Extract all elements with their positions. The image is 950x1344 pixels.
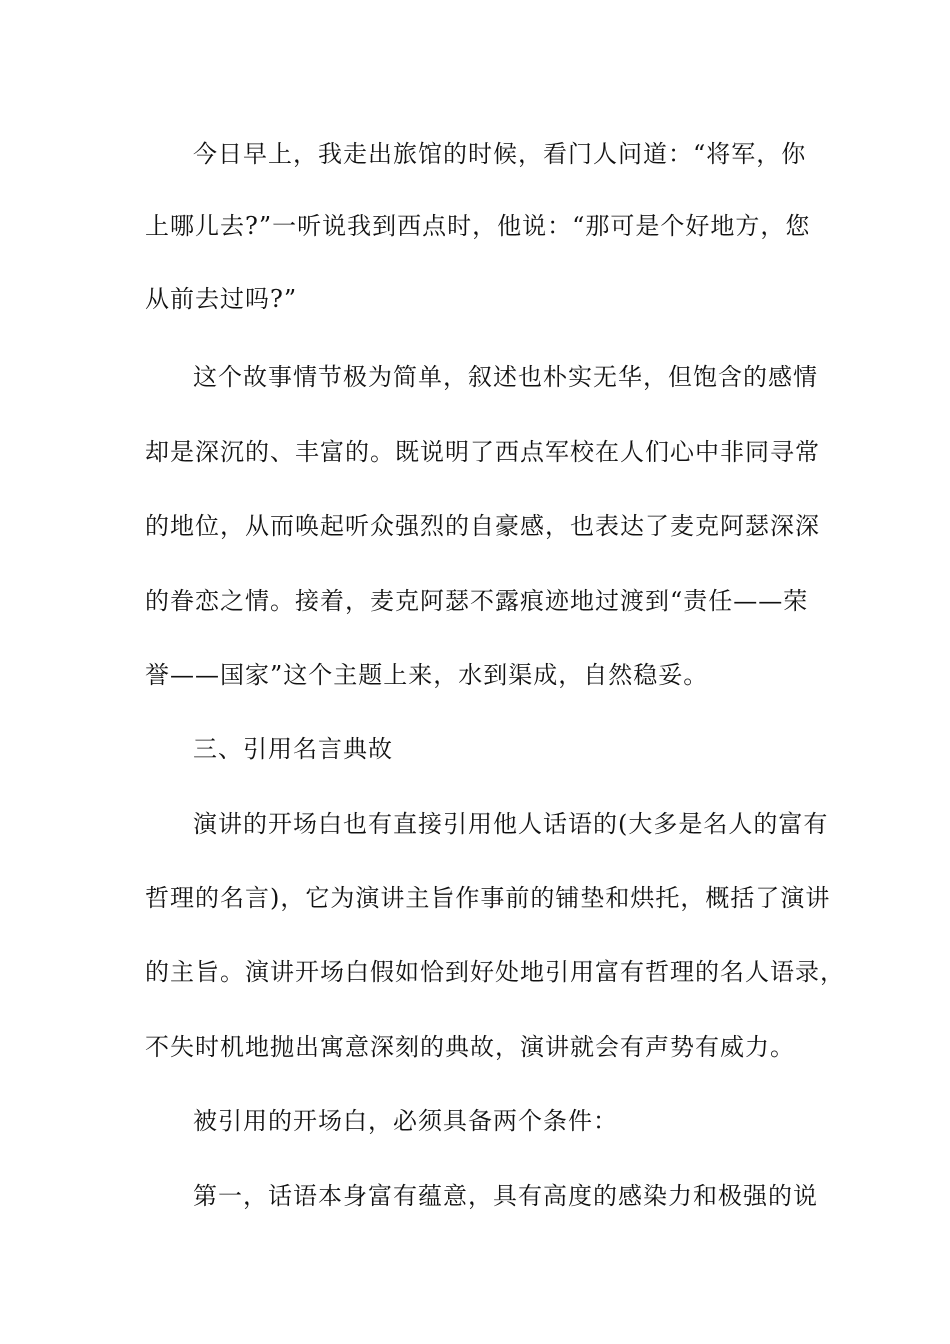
paragraph-line: 第一，话语本身富有蕴意，具有高度的感染力和极强的说 xyxy=(193,1182,818,1210)
paragraph-line: 这个故事情节极为简单，叙述也朴实无华，但饱含的感情 xyxy=(193,363,818,391)
section-heading: 三、引用名言典故 xyxy=(193,735,393,763)
paragraph-line: 却是深沉的、丰富的。既说明了西点军校在人们心中非同寻常 xyxy=(145,438,820,466)
paragraph-line: 演讲的开场白也有直接引用他人话语的(大多是名人的富有 xyxy=(193,810,829,838)
paragraph-line: 不失时机地抛出寓意深刻的典故，演讲就会有声势有威力。 xyxy=(145,1033,795,1061)
paragraph-line: 从前去过吗?” xyxy=(145,285,298,313)
paragraph-line: 被引用的开场白，必须具备两个条件： xyxy=(193,1107,618,1135)
paragraph-line: 上哪儿去?”一听说我到西点时，他说：“那可是个好地方，您 xyxy=(145,212,811,240)
paragraph-line: 哲理的名言)，它为演讲主旨作事前的铺垫和烘托，概括了演讲 xyxy=(145,884,831,912)
paragraph-line: 誉——国家”这个主题上来，水到渠成，自然稳妥。 xyxy=(145,661,709,689)
paragraph-line: 今日早上，我走出旅馆的时候，看门人问道：“将军，你 xyxy=(193,140,807,168)
paragraph-line: 的主旨。演讲开场白假如恰到好处地引用富有哲理的名人语录， xyxy=(145,958,845,986)
paragraph-line: 的地位，从而唤起听众强烈的自豪感，也表达了麦克阿瑟深深 xyxy=(145,512,820,540)
paragraph-line: 的眷恋之情。接着，麦克阿瑟不露痕迹地过渡到“责任——荣 xyxy=(145,587,809,615)
